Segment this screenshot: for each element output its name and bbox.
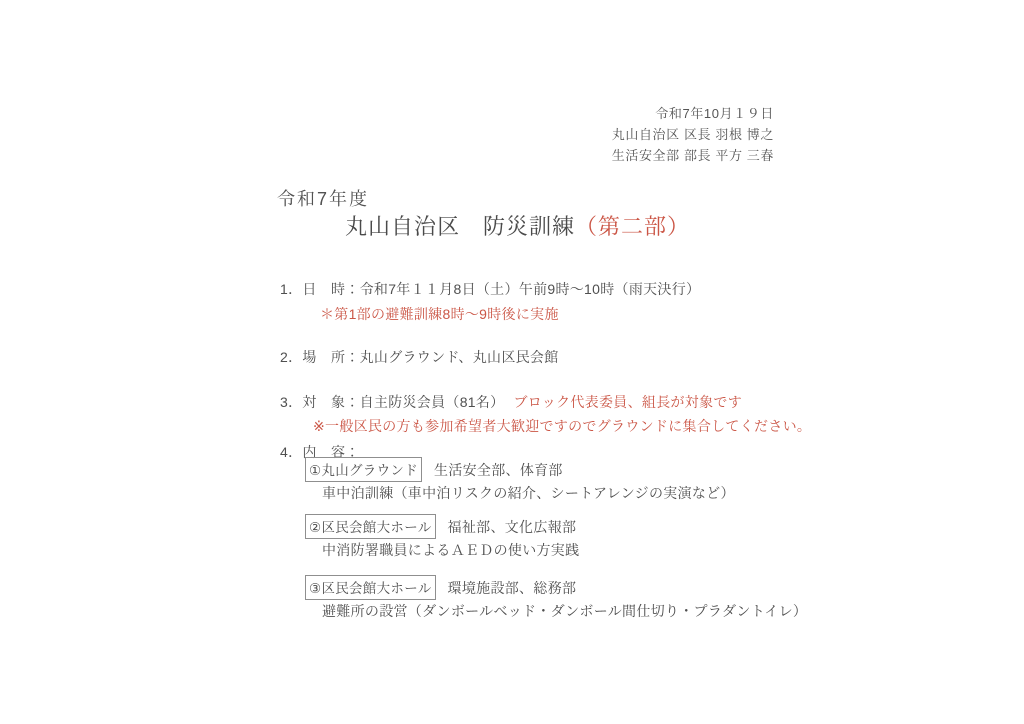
- content-item-3-venue-box: ③区民会館大ホール: [305, 575, 436, 600]
- section-datetime-heading: 1．日 時：: [280, 281, 360, 297]
- section-datetime: [280, 279, 700, 299]
- content-item-1-venue-box: ①丸山グラウンド: [305, 457, 422, 482]
- content-item-3-activity: 避難所の設営（ダンボールベッド・ダンボール間仕切り・プラダントイレ）: [322, 603, 808, 619]
- issuer-line-chief: 丸山自治区 区長 羽根 博之: [611, 127, 774, 142]
- document-title-main: 丸山自治区 防災訓練: [345, 214, 576, 239]
- section-datetime-value: 令和7年１１月8日（土）午前9時～10時（雨天決行）: [359, 281, 701, 297]
- content-item-1-activity: 車中泊訓練（車中泊リスクの紹介、シートアレンジの実演など）: [322, 485, 735, 501]
- issue-date: 令和7年10月１９日: [655, 106, 774, 121]
- section-contents-heading: 4．内 容：: [280, 444, 360, 460]
- content-item-2-venue-line: [305, 514, 576, 539]
- document-title-highlight: （第二部）: [575, 214, 691, 239]
- section-place-value: 丸山グラウンド、丸山区民会館: [359, 349, 559, 365]
- content-item-2-venue-box: ②区民会館大ホール: [305, 514, 436, 539]
- document-header: [612, 103, 774, 166]
- section-target-value-red: ブロック代表委員、組長が対象です: [513, 394, 742, 410]
- section-target: [280, 392, 742, 412]
- content-item-2-departments: 福祉部、文化広報部: [447, 519, 577, 535]
- issuer-line-department-head: 生活安全部 部長 平方 三春: [611, 148, 774, 163]
- section-place: [280, 347, 559, 367]
- content-item-3-departments: 環境施設部、総務部: [447, 580, 577, 596]
- section-target-value: 自主防災会員（81名）: [359, 394, 505, 410]
- content-item-3-venue-line: [305, 575, 576, 600]
- content-item-2-activity: 中消防署職員によるＡＥＤの使い方実践: [322, 542, 580, 558]
- fiscal-year-label: 令和7年度: [277, 189, 370, 209]
- section-datetime-note: ＊第1部の避難訓練8時～9時後に実施: [320, 306, 559, 322]
- content-item-1-venue-line: [305, 457, 563, 482]
- section-target-heading: 3．対 象：: [280, 394, 360, 410]
- document-title: [345, 210, 690, 241]
- section-place-heading: 2．場 所：: [280, 349, 360, 365]
- section-target-note: ※一般区民の方も参加希望者大歓迎ですのでグラウンドに集合してください。: [313, 418, 812, 434]
- content-item-1-departments: 生活安全部、体育部: [434, 462, 563, 478]
